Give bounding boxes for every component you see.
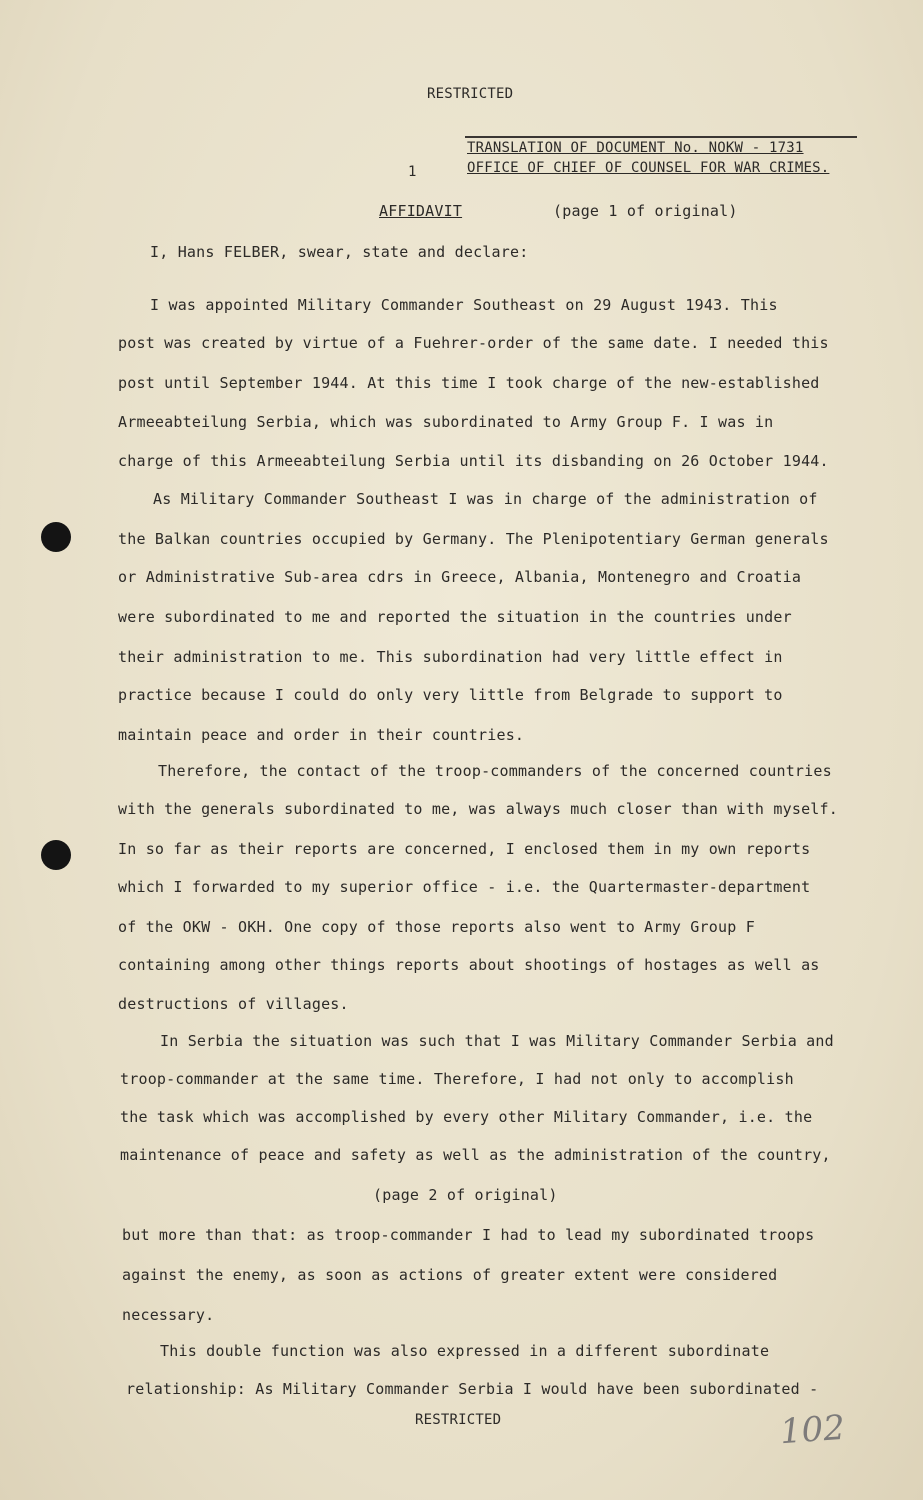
body-line: maintenance of peace and safety as well as the administration of the country, (120, 1146, 831, 1164)
body-line: post until September 1944. At this time I took charge of the new-established (118, 374, 820, 392)
body-line: maintain peace and order in their countries. (118, 726, 525, 744)
body-line: charge of this Armeeabteilung Serbia until its disbanding on 26 October 1944. (118, 452, 829, 470)
body-line: destructions of villages. (118, 995, 349, 1013)
body-line: practice because I could do only very little from Belgrade to support to (118, 686, 783, 704)
translation-line: TRANSLATION OF DOCUMENT No. NOKW - 1731 (467, 140, 804, 156)
body-line: This double function was also expressed in a different subordinate (160, 1342, 770, 1360)
body-line: post was created by virtue of a Fuehrer-order of the same date. I needed this (118, 334, 829, 352)
body-line: or Administrative Sub-area cdrs in Greece, Albania, Montenegro and Croatia (118, 568, 802, 586)
body-line: were subordinated to me and reported the situation in the countries under (118, 608, 792, 626)
body-line: which I forwarded to my superior office - i.e. the Quartermaster-department (118, 878, 811, 896)
body-line: of the OKW - OKH. One copy of those reports also went to Army Group F (118, 918, 755, 936)
body-line: In Serbia the situation was such that I was Military Commander Serbia and (160, 1032, 834, 1050)
body-line: their administration to me. This subordination had very little effect in (118, 648, 783, 666)
affidavit-heading: AFFIDAVIT (379, 202, 463, 220)
handwritten-page-number: 102 (778, 1407, 847, 1453)
body-line: against the enemy, as soon as actions of greater extent were considered (122, 1266, 778, 1284)
body-line: As Military Commander Southeast I was in charge of the administration of (153, 490, 818, 508)
body-line: Armeeabteilung Serbia, which was subordinated to Army Group F. I was in (118, 413, 774, 431)
body-line: In so far as their reports are concerned, I enclosed them in my own reports (118, 840, 811, 858)
body-line: containing among other things reports about shootings of hostages as well as (118, 956, 820, 974)
body-line: necessary. (122, 1306, 215, 1324)
body-line: troop-commander at the same time. Therefore, I had not only to accomplish (120, 1070, 794, 1088)
punch-hole (41, 522, 71, 552)
intro-line: I, Hans FELBER, swear, state and declare: (150, 243, 529, 261)
page-reference: (page 1 of original) (553, 202, 738, 220)
office-line: OFFICE OF CHIEF OF COUNSEL FOR WAR CRIMES. (467, 160, 830, 176)
body-line: with the generals subordinated to me, was always much closer than with myself. (118, 800, 838, 818)
classification-header: RESTRICTED (427, 86, 514, 102)
body-line: the task which was accomplished by every other Military Commander, i.e. the (120, 1108, 813, 1126)
body-line: the Balkan countries occupied by Germany. The Plenipotentiary German generals (118, 530, 829, 548)
page-reference: (page 2 of original) (373, 1186, 558, 1204)
classification-footer: RESTRICTED (415, 1412, 502, 1428)
body-line: I was appointed Military Commander Southeast on 29 August 1943. This (150, 296, 778, 314)
body-line: Therefore, the contact of the troop-commanders of the concerned countries (158, 762, 832, 780)
punch-hole (41, 840, 71, 870)
body-line: relationship: As Military Commander Serbia I would have been subordinated - (126, 1380, 819, 1398)
body-line: but more than that: as troop-commander I had to lead my subordinated troops (122, 1226, 815, 1244)
header-rule (465, 136, 857, 138)
page-number: 1 (408, 164, 417, 180)
